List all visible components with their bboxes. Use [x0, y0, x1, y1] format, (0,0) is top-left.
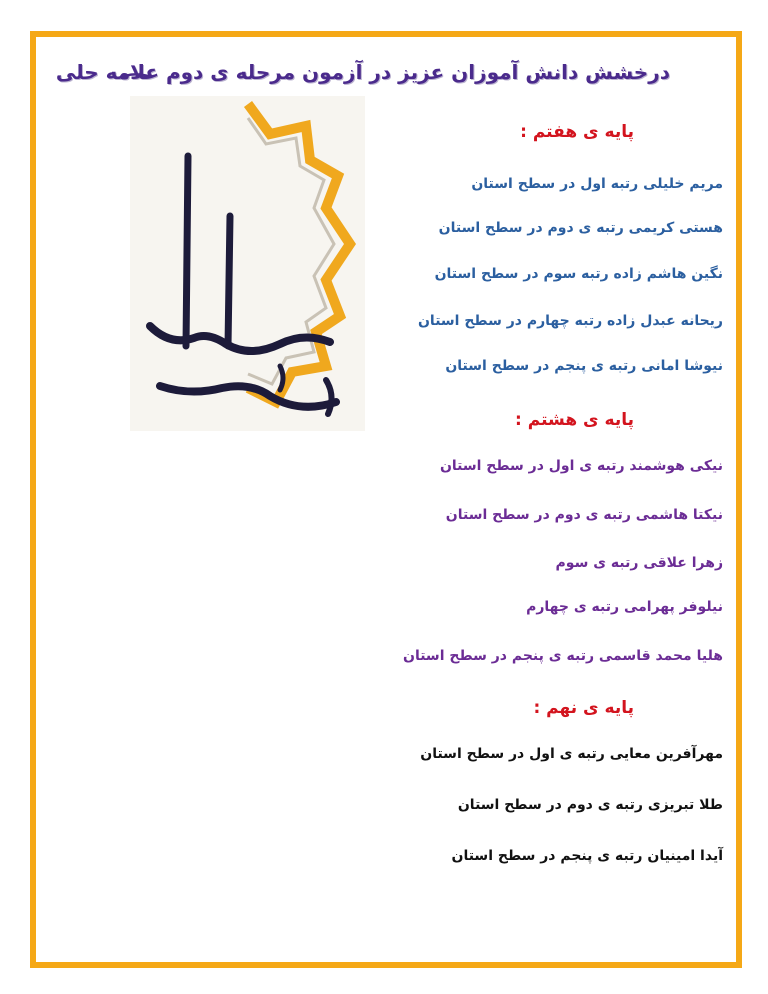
grade8-heading: پایه ی هشتم : [515, 410, 634, 430]
grade9-item-1: مهرآفرین معایی رتبه ی اول در سطح استان [420, 746, 723, 762]
grade9-item-3: آیدا امینیان رتبه ی پنجم در سطح استان [451, 848, 723, 864]
grade8-item-4: نیلوفر پهرامی رتبه ی چهارم [526, 599, 723, 615]
page-title: درخشش دانش آموزان عزیز در آزمون مرحله ی دوم علامه حلی [55, 60, 670, 84]
title-flourish [120, 70, 150, 80]
grade7-item-4: ریحانه عبدل زاده رتبه چهارم در سطح استان [417, 313, 723, 329]
grade9-item-2: طلا تبریزی رتبه ی دوم در سطح استان [457, 797, 723, 813]
grade9-heading: پایه ی نهم : [533, 698, 634, 718]
grade7-item-2: هستی کریمی رتبه ی دوم در سطح استان [438, 220, 723, 236]
grade8-item-5: هلیا محمد قاسمی رتبه ی پنجم در سطح استان [403, 648, 723, 664]
grade8-item-1: نیکی هوشمند رتبه ی اول در سطح استان [439, 458, 723, 474]
grade8-item-3: زهرا علاقی رتبه ی سوم [555, 555, 723, 571]
grade7-heading: پایه ی هفتم : [520, 122, 634, 142]
grade7-item-1: مریم خلیلی رتبه اول در سطح استان [471, 176, 723, 192]
grade8-item-2: نیکتا هاشمی رتبه ی دوم در سطح استان [445, 507, 723, 523]
allameh-helli-logo [130, 96, 365, 431]
grade7-item-5: نیوشا امانی رتبه ی پنجم در سطح استان [445, 358, 723, 374]
grade7-item-3: نگین هاشم زاده رتبه سوم در سطح استان [434, 266, 723, 282]
